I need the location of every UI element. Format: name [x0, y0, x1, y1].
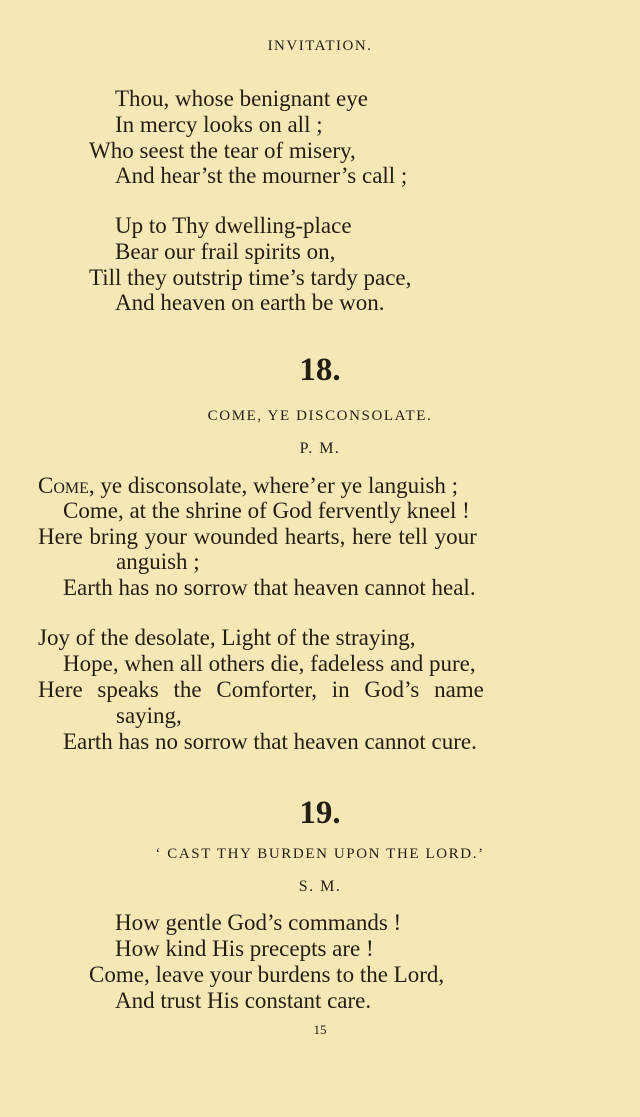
verse-line: Here bring your wounded hearts, here tell your: [38, 524, 477, 549]
verse-line: Up to Thy dwelling-place: [115, 213, 352, 238]
verse-line: Thou, whose benignant eye: [115, 86, 368, 111]
verse-line: Earth has no sorrow that heaven cannot heal.: [63, 575, 476, 600]
hymn-meter: P. M.: [299, 440, 341, 457]
verse-line: Hope, when all others die, fadeless and pure,: [63, 651, 476, 676]
running-head: INVITATION.: [267, 38, 373, 54]
hymn-number: 19.: [299, 795, 341, 831]
verse-line: Come, leave your burdens to the Lord,: [89, 962, 445, 987]
verse-line: Joy of the desolate, Light of the straying,: [38, 625, 416, 650]
verse-line: Who seest the tear of misery,: [89, 138, 356, 163]
drop-word: Come: [38, 473, 89, 498]
verse-line: Earth has no sorrow that heaven cannot cure.: [63, 729, 477, 754]
verse-line: anguish ;: [116, 549, 200, 574]
hymn-title: COME, YE DISCONSOLATE.: [207, 408, 433, 424]
verse-line: And hear’st the mourner’s call ;: [115, 163, 408, 188]
verse-line: Till they outstrip time’s tardy pace,: [89, 265, 412, 290]
verse-line: Bear our frail spirits on,: [115, 239, 336, 264]
verse-line: Come, at the shrine of God fervently kneel !: [63, 498, 470, 523]
verse-line: saying,: [116, 703, 182, 728]
hymn-meter: S. M.: [298, 878, 342, 895]
hymn-title: ‘ CAST THY BURDEN UPON THE LORD.’: [155, 846, 485, 862]
hymn-number: 18.: [299, 352, 341, 388]
verse-line: How kind His precepts are !: [115, 936, 374, 961]
verse-line: In mercy looks on all ;: [115, 112, 323, 137]
verse-line: How gentle God’s commands !: [115, 910, 402, 935]
verse-line: Here speaks the Comforter, in God’s name: [38, 677, 484, 702]
verse-line: And trust His constant care.: [115, 988, 372, 1013]
verse-line: Come, ye disconsolate, where’er ye languish ;: [38, 473, 459, 498]
page-number: 15: [313, 1022, 327, 1037]
verse-line: And heaven on earth be won.: [115, 290, 385, 315]
